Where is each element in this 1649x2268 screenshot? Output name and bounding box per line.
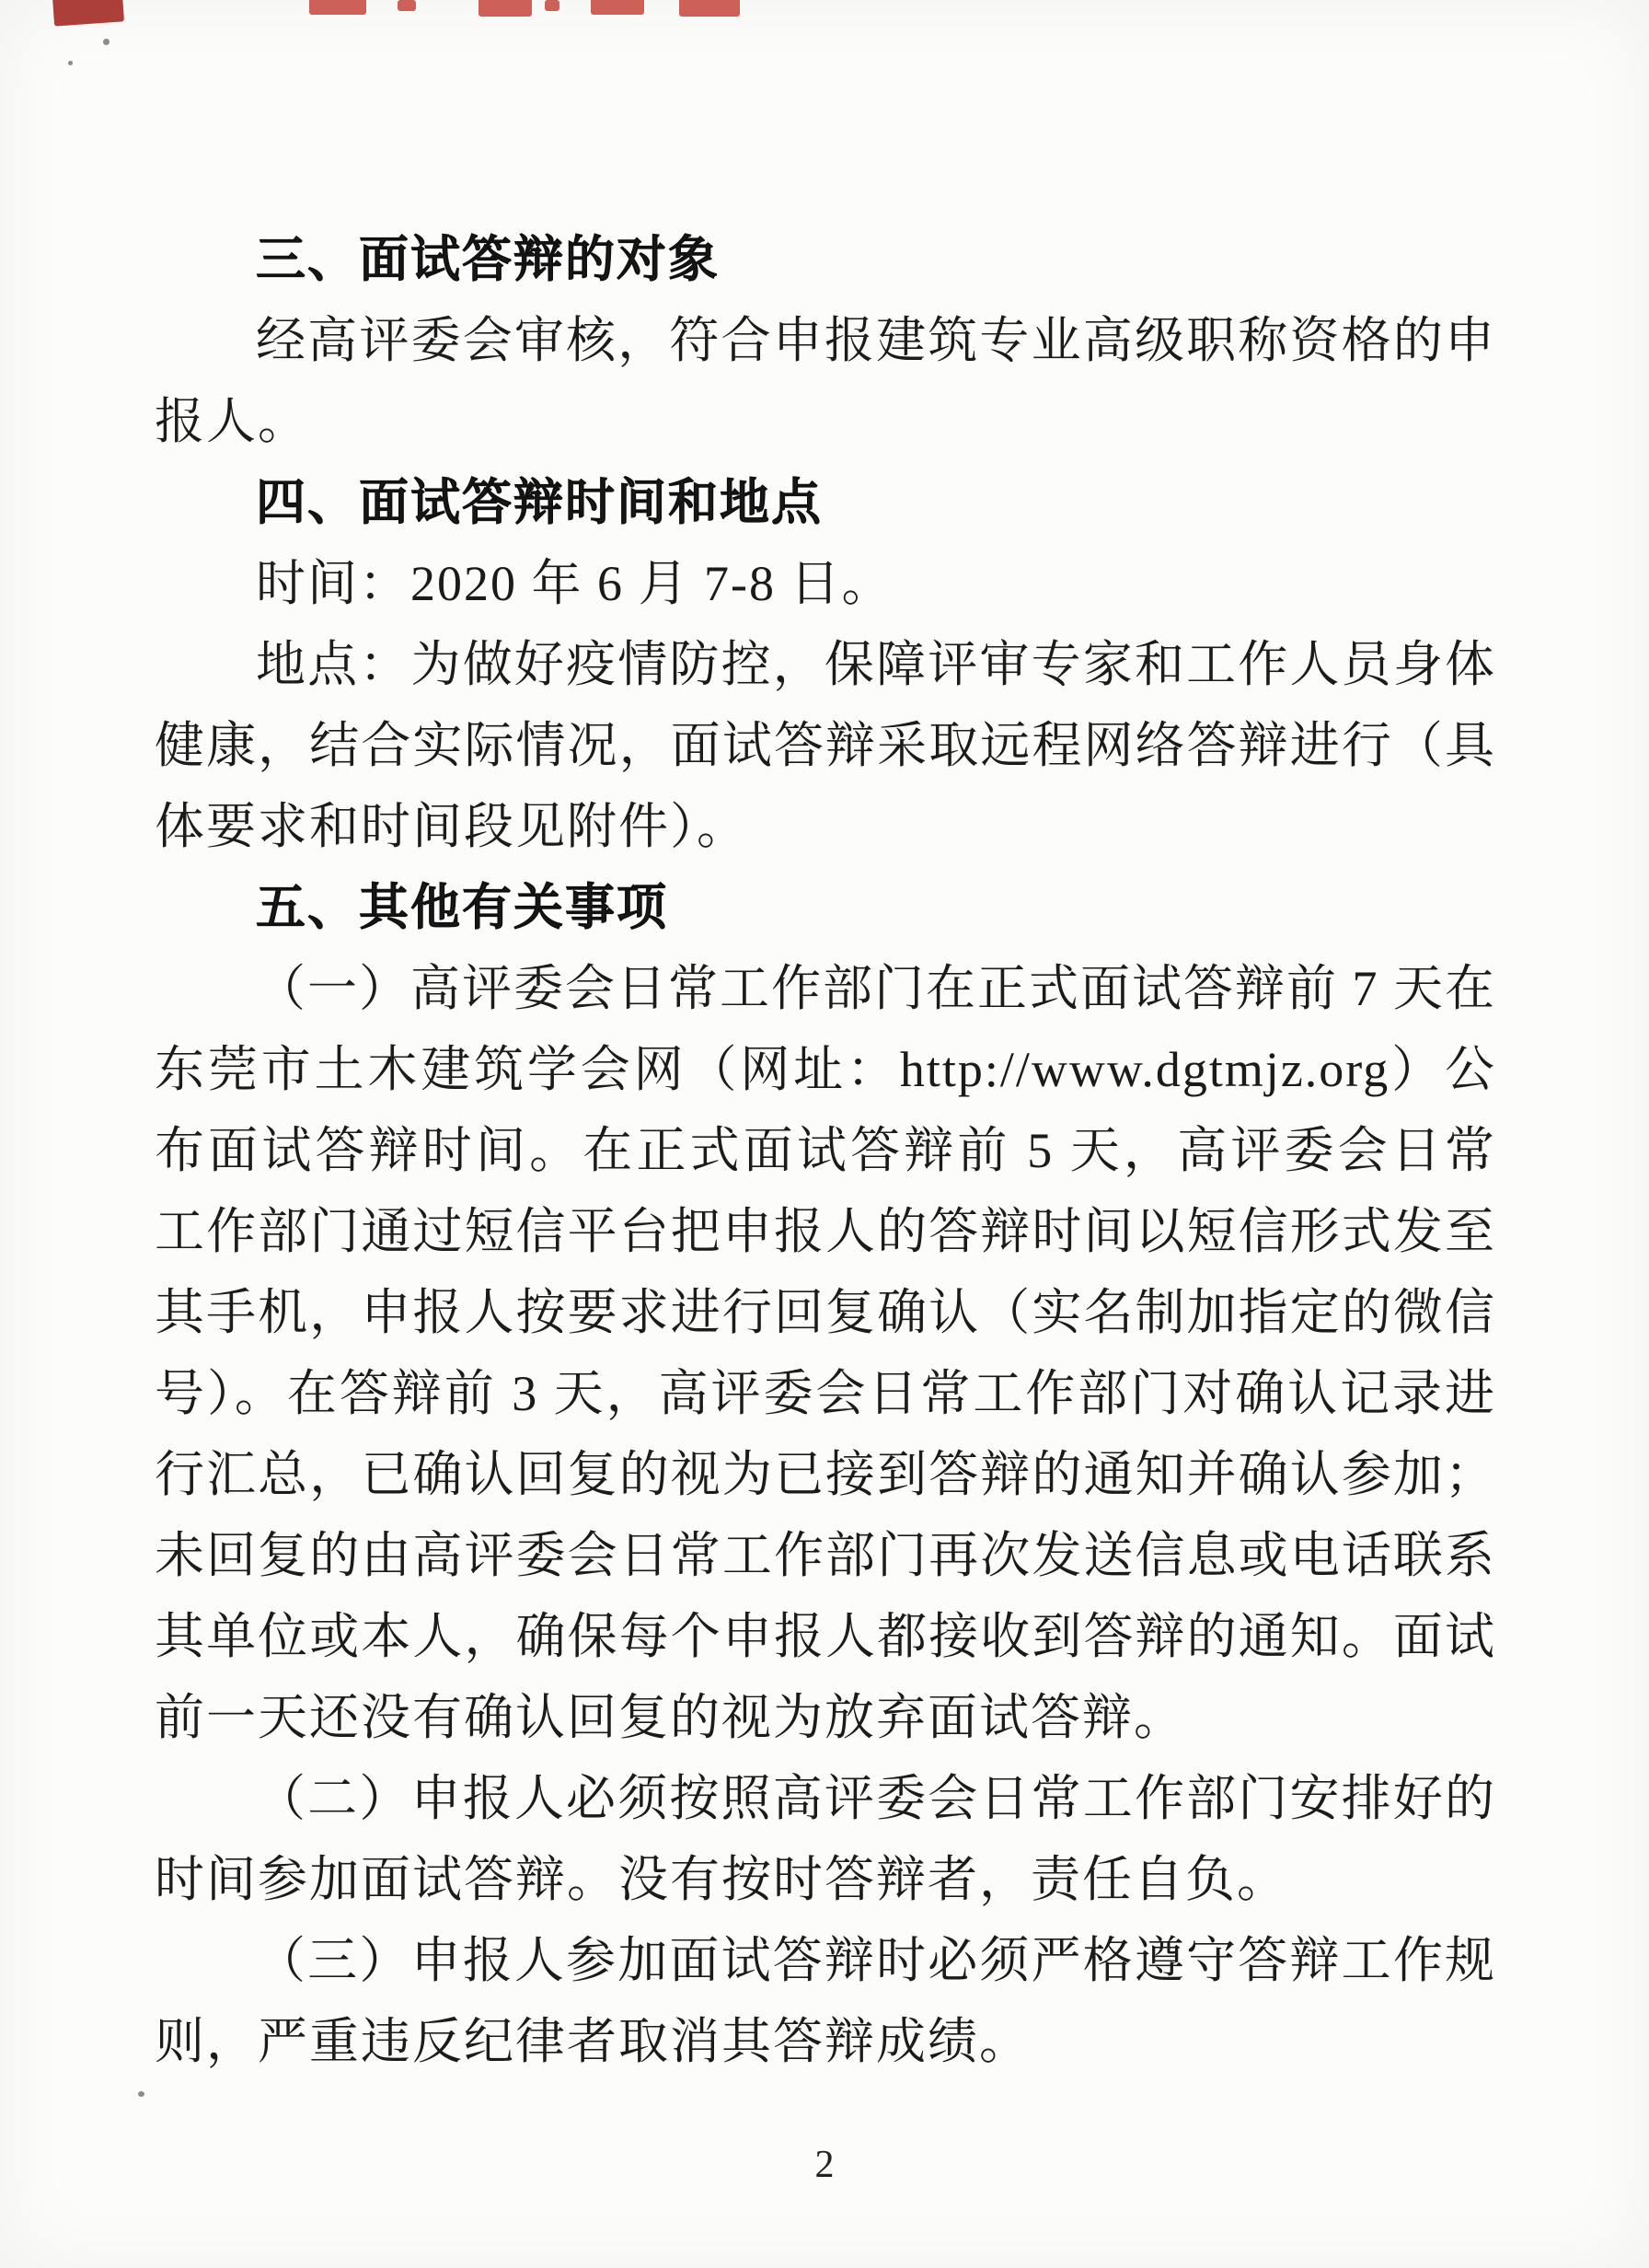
scan-artifact-red bbox=[52, 0, 124, 27]
scan-artifact-red bbox=[679, 0, 740, 17]
scan-speck bbox=[68, 61, 73, 65]
scan-speck bbox=[138, 2091, 144, 2097]
section-heading: 三、面试答辩的对象 bbox=[256, 232, 720, 287]
body-paragraph: （一）高评委会日常工作部门在正式面试答辩前 7 天在东莞市土木建筑学会网（网址：http://www.dgtmjz.org）公布面试答辩时间。在正式面试答辩前 5 天，高评委会日常工作部门通过短信平台把申报人的答辩时间以短信形式发至其手机，申报人按要求进行回复确认（实名制加指定的微信号）。在答辩前 3 天，高评委会日常工作部门对确认记录进行汇总，已确认回复的视为已接到答辩的通知并确认参加；未回复的由高评委会日常工作部门再次发送信息或电话联系其单位或本人，确保每个申报人都接收到答辩的通知。面试前一天还没有确认回复的视为放弃面试答辩。 bbox=[155, 961, 1496, 1745]
document-content bbox=[155, 219, 1496, 2082]
scan-artifact-red bbox=[479, 0, 532, 17]
body-paragraph: （二）申报人必须按照高评委会日常工作部门安排好的时间参加面试答辩。没有按时答辩者，责任自负。 bbox=[155, 1771, 1496, 1907]
scan-artifact-red bbox=[545, 0, 559, 11]
body-paragraph: 经高评委会审核，符合申报建筑专业高级职称资格的申报人。 bbox=[155, 313, 1496, 449]
body-paragraph: （三）申报人参加面试答辩时必须严格遵守答辩工作规则，严重违反纪律者取消其答辩成绩。 bbox=[155, 1933, 1496, 2069]
section-heading: 五、其他有关事项 bbox=[256, 880, 668, 935]
scan-speck bbox=[103, 39, 110, 45]
scan-artifact-red bbox=[398, 0, 416, 11]
section-heading: 四、面试答辩时间和地点 bbox=[256, 475, 823, 530]
scan-artifact-red bbox=[591, 0, 644, 15]
body-paragraph: 地点：为做好疫情防控，保障评审专家和工作人员身体健康，结合实际情况，面试答辩采取远程网络答辩进行（具体要求和时间段见附件）。 bbox=[155, 637, 1496, 854]
scan-artifact-red bbox=[309, 0, 366, 15]
page-number: 2 bbox=[814, 2144, 835, 2186]
body-paragraph: 时间：2020 年 6 月 7-8 日。 bbox=[256, 556, 894, 611]
